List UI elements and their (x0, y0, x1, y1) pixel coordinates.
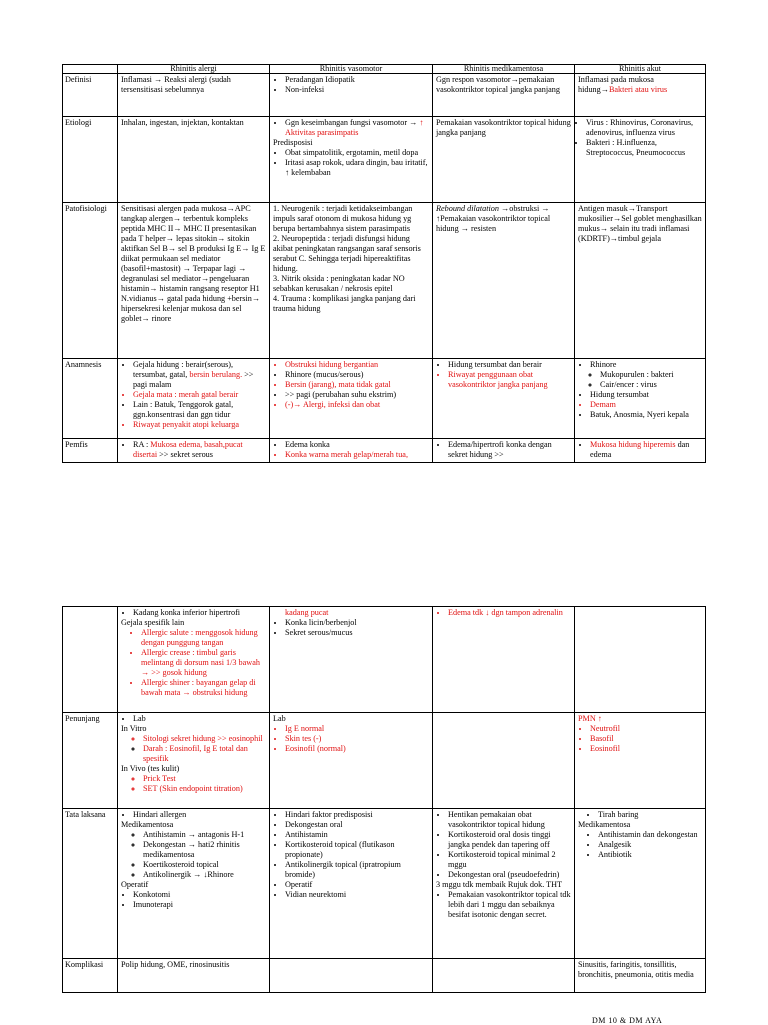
cell-vasomotor (270, 959, 433, 993)
list-item: • Sekret serous/mucus (285, 628, 429, 638)
header-row (63, 65, 706, 74)
list-item: ◦ Dekongestan → hati2 rhinitis medikamentosa (143, 840, 266, 860)
list-item: • Edema konka (285, 440, 429, 450)
header-alergi: Rhinitis alergi (118, 65, 270, 74)
row-etiologi (63, 117, 706, 203)
list-item: ◦ Cair/encer : virus (600, 380, 702, 390)
list-item: • Basofil (590, 734, 702, 744)
cell-alergi: Inflamasi → Reaksi alergi (sudah tersensitisasi sebelumnya (118, 74, 270, 117)
list-item: • Edema/hipertrofi konka dengan sekret hidung >> (448, 440, 571, 460)
header-medikamentosa: Rhinitis medikamentosa (433, 65, 575, 74)
cell-vasomotor (270, 359, 433, 439)
row-pemfis (63, 439, 706, 463)
cell-akut (575, 117, 706, 203)
list-item: ◦ Mukopurulen : bakteri (600, 370, 702, 380)
list-item: • Hidung tersumbat (590, 390, 702, 400)
list-item: • Dekongestan oral (pseudoefedrin) (448, 870, 571, 880)
list-item: • Dekongestan oral (285, 820, 429, 830)
cell-medikamentosa: Pemakaian vasokontriktor topical hidung jangka panjang (433, 117, 575, 203)
list-item: • Obstruksi hidung bergantian (285, 360, 429, 370)
list-item: • Konkotomi (133, 890, 266, 900)
rhinitis-table-1 (62, 64, 706, 463)
cell-akut: Antigen masuk→Transport mukosilier→Sel goblet menghasilkan mukus→ selain itu tradi inflamasi (KDRTF)→timbul gejala (575, 203, 706, 359)
list-item: • Edema tdk ↓ dgn tampon adrenalin (448, 608, 571, 618)
cell-vasomotor: 1. Neurogenik : terjadi ketidakseimbangan impuls saraf otonom di mukosa hidung yg berupa bertambahnya sistem parasimpatis 2. Neuropeptida : terjadi disfungsi hidung akibat peningkatan rangsangan saraf sensoris serabut C. Sehingga terjadi hipereaktifitas hidung. 3. Nitrik oksida : peningkatan kadar NO sebabkan kerusakan / nekrosis epitel 4. Trauma : komplikasi jangka panjang dari trauma hidung (270, 203, 433, 359)
list-item: • RA : Mukosa edema, basah,pucat disertai >> sekret serous (133, 440, 266, 460)
row-label: Definisi (63, 74, 118, 117)
cell-akut (575, 439, 706, 463)
list-item: • Konka warna merah gelap/merah tua, (285, 450, 429, 460)
cell-vasomotor (270, 439, 433, 463)
text-line: Lab (273, 714, 286, 723)
row-tatalaksana (63, 809, 706, 959)
row-patofisiologi (63, 203, 706, 359)
list-item: • Lain : Batuk, Tenggorok gatal, ggn.konsentrasi dan ggn tidur (133, 400, 266, 420)
cell-medikamentosa (433, 809, 575, 959)
list-item: ◦ Koertikosteroid topical (143, 860, 266, 870)
list-item: • Allergic salute : menggosok hidung dengan punggung tangan (141, 628, 266, 648)
text-line: 3 mggu tdk membaik Rujuk dok. THT (436, 880, 563, 889)
cell-akut: Sinusitis, faringitis, tonsillitis, bronchitis, pneumonia, otitis media (575, 959, 706, 993)
list-item: • Eosinofil (normal) (285, 744, 429, 754)
row-label: Tata laksana (63, 809, 118, 959)
list-item: • Skin tes (-) (285, 734, 429, 744)
row-label: Anamnesis (63, 359, 118, 439)
rhinitis-table-2 (62, 606, 706, 993)
list-item: • Gejala mata : merah gatal berair (133, 390, 266, 400)
cell-akut (575, 359, 706, 439)
row-label: Komplikasi (63, 959, 118, 993)
row-definisi (63, 74, 706, 117)
cell-alergi: Sensitisasi alergen pada mukosa→APC tangkap alergen→ terbentuk kompleks peptida MHC II→ MHC II presentasikan pada T helper→ lepas sitokin→ sitokin aktifkan Sel B→ sel B produksi Ig E→ Ig E diikat permukaan sel mediator (basofil+mastosit) → Terpapar lagi → degranulasi sel mediator→pengeluaran histamin→ histamin rangsang reseptor H1 N.vidianus→ gatal pada hidung +bersin→ hipersekresi kelenjar mukosa dan sel goblet→ rinore (118, 203, 270, 359)
list-item: • Mukosa hidung hiperemis dan edema (590, 440, 702, 460)
list-item: • Gejala hidung : berair(serous), tersumbat, gatal, bersin berulang. >> pagi malam (133, 360, 266, 390)
cell-vasomotor (270, 713, 433, 809)
text-line: PMN ↑ (578, 714, 602, 723)
list-item: • Non-infeksi (285, 85, 429, 95)
cell-medikamentosa (433, 607, 575, 713)
list-item: • Hindari allergen (133, 810, 266, 820)
list-item: • Iritasi asap rokok, udara dingin, bau iritatif, ↑ kelembaban (285, 158, 429, 178)
page-footer: DM 10 & DM AYA (592, 1016, 663, 1025)
list-item: • Tirah baring (598, 810, 702, 820)
list-item: • Riwayat penyakit atopi keluarga (133, 420, 266, 430)
table-page-2 (62, 606, 705, 993)
row-label: Pemfis (63, 439, 118, 463)
list-item: ◦ Darah : Eosinofil, Ig E total dan spesifik (143, 744, 266, 764)
list-item: • Lab (133, 714, 266, 724)
list-item: • Neutrofil (590, 724, 702, 734)
cell-akut (575, 713, 706, 809)
row-anamnesis (63, 359, 706, 439)
row-label: Penunjang (63, 713, 118, 809)
cell-medikamentosa (433, 713, 575, 809)
cell-alergi (118, 809, 270, 959)
list-item: • Kortikosteroid oral dosis tinggi jangka pendek dan tapering off (448, 830, 571, 850)
cell-medikamentosa (433, 359, 575, 439)
list-item: • Obat simpatolitik, ergotamin, metil dopa (285, 148, 429, 158)
text-line: Medikamentosa (578, 820, 631, 829)
list-item: ◦ Prick Test (143, 774, 266, 784)
cell-akut: Inflamasi pada mukosa hidung→Bakteri atau virus (575, 74, 706, 117)
list-item: ◦ Antihistamin → antagonis H-1 (143, 830, 266, 840)
list-item: • Demam (590, 400, 702, 410)
cell-alergi (118, 607, 270, 713)
row-komplikasi (63, 959, 706, 993)
list-item: • Allergic crease : timbul garis melintang di dorsum nasi 1/3 bawah → >> gosok hidung (141, 648, 266, 678)
list-item: • Imunoterapi (133, 900, 266, 910)
cell-akut (575, 809, 706, 959)
cell-vasomotor (270, 117, 433, 203)
list-item: • Bersin (jarang), mata tidak gatal (285, 380, 429, 390)
row-label: Etiologi (63, 117, 118, 203)
list-item: • Ggn keseimbangan fungsi vasomotor → ↑ Aktivitas parasimpatis (285, 118, 429, 138)
header-empty (63, 65, 118, 74)
row-pemfis-cont (63, 607, 706, 713)
cell-vasomotor (270, 74, 433, 117)
cell-alergi (118, 439, 270, 463)
row-label (63, 607, 118, 713)
cell-medikamentosa: Rebound dilatation →obstruksi → ↑Pemakaian vasokontriktor topical hidung → resisten (433, 203, 575, 359)
cell-alergi (118, 359, 270, 439)
list-item: • Antihistamin (285, 830, 429, 840)
list-item: • Antibiotik (598, 850, 702, 860)
list-item: • Batuk, Anosmia, Nyeri kepala (590, 410, 702, 420)
text-line: Medikamentosa (121, 820, 174, 829)
list-item: kadang pucat (285, 608, 329, 617)
list-item: • Rhinore (590, 360, 702, 370)
list-item: ◦ Antikolinergik → ↓Rhinore (143, 870, 266, 880)
list-item: • Pemakaian vasokontriktor topical tdk lebih dari 1 mggu dan sebaiknya besifat isotonic dengan secret. (448, 890, 571, 920)
list-item: • Bakteri : H.influenza, Streptococcus, Pneumococcus (586, 138, 702, 158)
table-page-1 (62, 64, 705, 463)
cell-medikamentosa (433, 959, 575, 993)
list-item: • Virus : Rhinovirus, Coronavirus, adenovirus, influenza virus (586, 118, 702, 138)
list-item: • Hindari faktor predisposisi (285, 810, 429, 820)
list-item: • Hentikan pemakaian obat vasokontriktor topical hidung (448, 810, 571, 830)
predisposisi-label: Predisposisi (273, 138, 313, 147)
text-line: In Vitro (121, 724, 147, 733)
list-item: • Kortikosteroid topical (flutikason propionate) (285, 840, 429, 860)
list-item: • Konka licin/berbenjol (285, 618, 429, 628)
list-item: • >> pagi (perubahan suhu ekstrim) (285, 390, 429, 400)
cell-alergi: Polip hidung, OME, rinosinusitis (118, 959, 270, 993)
cell-medikamentosa: Ggn respon vasomotor→pemakaian vasokontriktor topical jangka panjang (433, 74, 575, 117)
list-item: • Riwayat penggunaan obat vasokontriktor jangka panjang (448, 370, 571, 390)
list-item: • Antikolinergik topical (ipratropium bromide) (285, 860, 429, 880)
list-item: ◦ Sitologi sekret hidung >> eosinophil (143, 734, 266, 744)
list-item: • Analgesik (598, 840, 702, 850)
row-label: Patofisiologi (63, 203, 118, 359)
cell-medikamentosa (433, 439, 575, 463)
list-item: • Kadang konka inferior hipertrofi (133, 608, 266, 618)
list-item: • Operatif (285, 880, 429, 890)
row-penunjang (63, 713, 706, 809)
list-item: • Antihistamin dan dekongestan (598, 830, 702, 840)
cell-alergi (118, 713, 270, 809)
text-line: Operatif (121, 880, 149, 889)
list-item: • Rhinore (mucus/serous) (285, 370, 429, 380)
header-akut: Rhinitis akut (575, 65, 706, 74)
cell-vasomotor (270, 809, 433, 959)
list-item: • Hidung tersumbat dan berair (448, 360, 571, 370)
list-item: • Eosinofil (590, 744, 702, 754)
list-item: • Peradangan Idiopatik (285, 75, 429, 85)
list-item: • Ig E normal (285, 724, 429, 734)
list-item: • Vidian neurektomi (285, 890, 429, 900)
list-item: • Kortikosteroid topical minimal 2 mggu (448, 850, 571, 870)
cell-alergi: Inhalan, ingestan, injektan, kontaktan (118, 117, 270, 203)
text-line: Gejala spesifik lain (121, 618, 185, 627)
cell-akut (575, 607, 706, 713)
text-line: In Vivo (tes kulit) (121, 764, 180, 773)
list-item: • (-)→ Alergi, infeksi dan obat (285, 400, 429, 410)
list-item: • Allergic shiner : bayangan gelap di bawah mata → obstruksi hidung (141, 678, 266, 698)
header-vasomotor: Rhinitis vasomotor (270, 65, 433, 74)
cell-vasomotor (270, 607, 433, 713)
list-item: ◦ SET (Skin endopoint titration) (143, 784, 266, 794)
